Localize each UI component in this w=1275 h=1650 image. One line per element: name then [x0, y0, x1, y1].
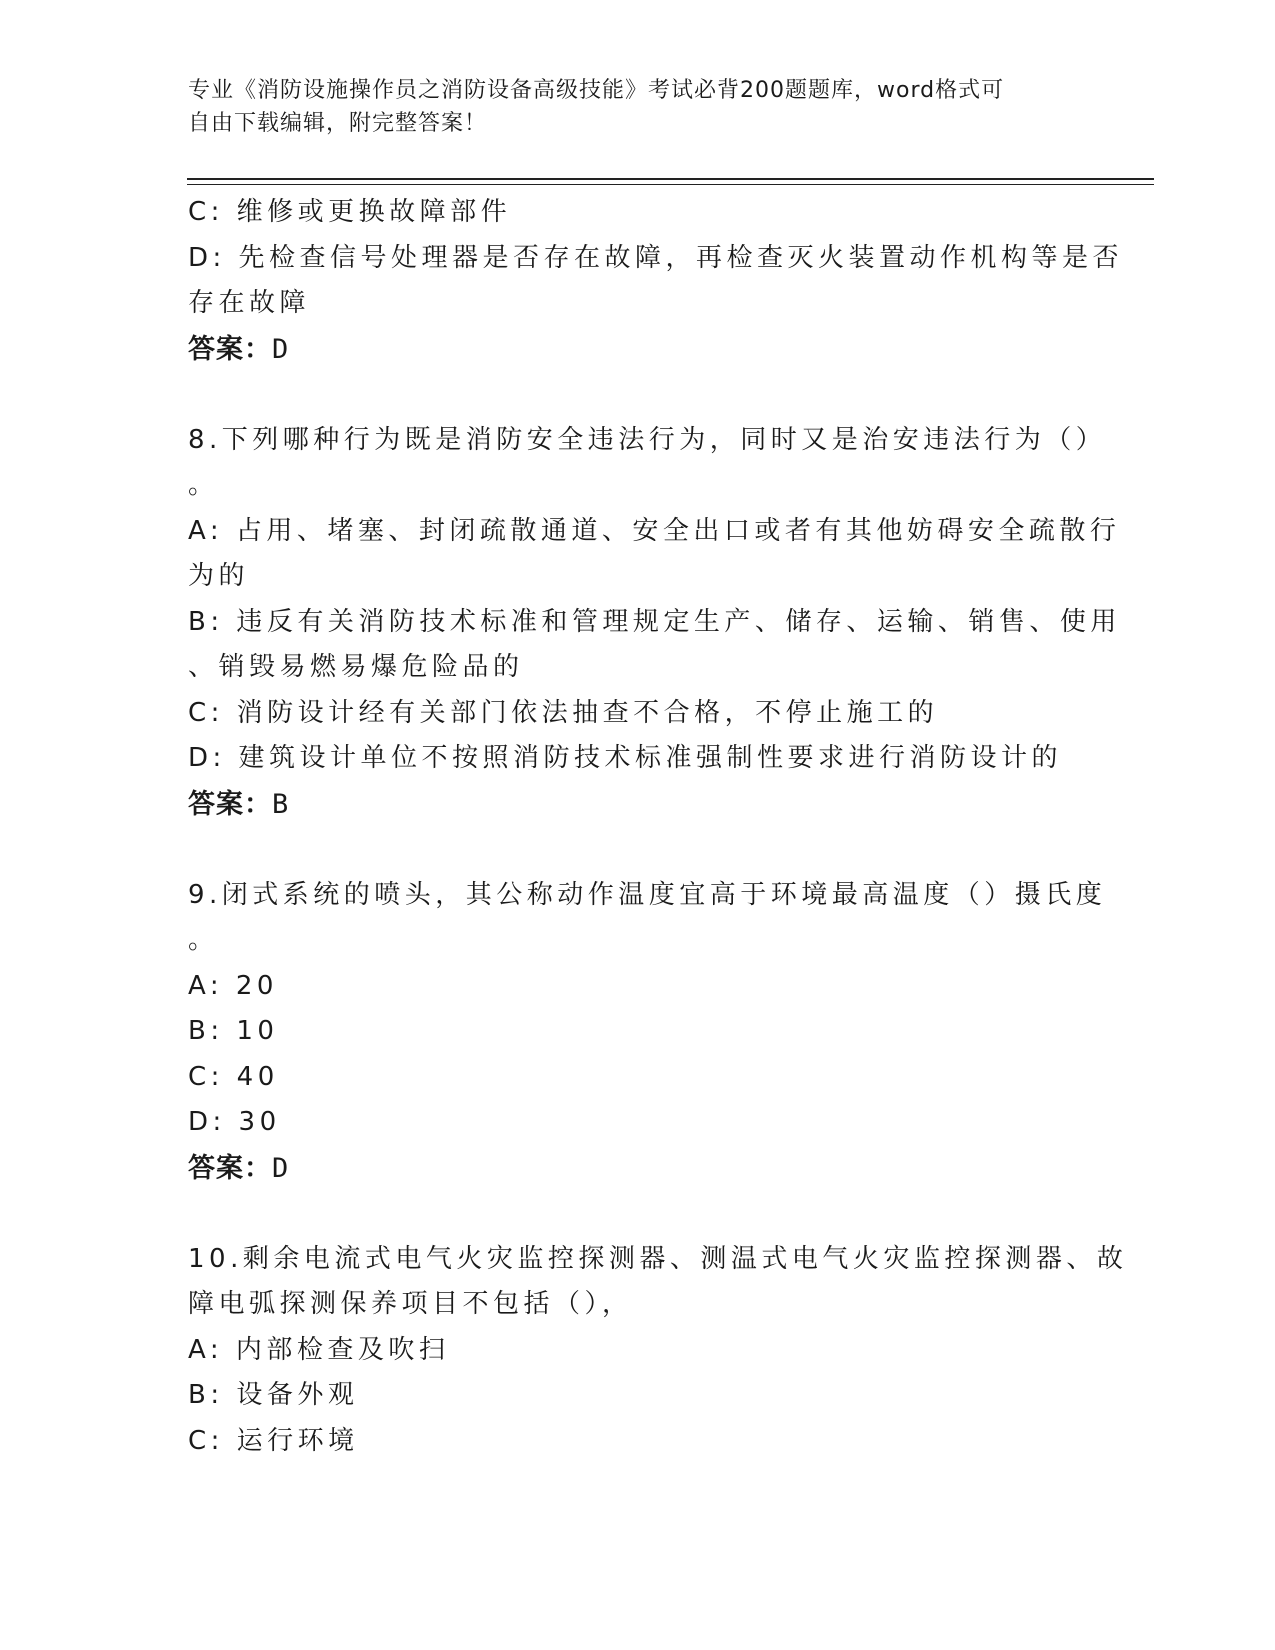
q9-stem-line-2: 。: [188, 925, 219, 955]
q10-stem-line-1: 10.剩余电流式电气火灾监控探测器、测温式电气火灾监控探测器、故: [188, 1243, 1128, 1274]
q9-option-d: D: 30: [188, 1107, 281, 1137]
answer-value: B: [272, 788, 290, 820]
q9-option-b: B: 10: [188, 1016, 279, 1046]
q10-stem-line-2: 障电弧探测保养项目不包括（），: [188, 1289, 633, 1319]
header-rule-thick: [187, 178, 1154, 180]
q8-stem-line-1: 8.下列哪种行为既是消防安全违法行为，同时又是治安违法行为（）: [188, 424, 1107, 455]
q10-option-a: A: 内部检查及吹扫: [188, 1334, 450, 1365]
q8-option-b-line-2: 、销毁易燃易爆危险品的: [188, 652, 524, 682]
document-header: [188, 74, 1068, 140]
q7-option-d-line-2: 存在故障: [188, 288, 311, 318]
q8-option-a-line-1: A: 占用、堵塞、封闭疏散通道、安全出口或者有其他妨碍安全疏散行: [188, 515, 1121, 546]
q10-option-c: C: 运行环境: [188, 1425, 359, 1456]
q10-option-b: B: 设备外观: [188, 1380, 359, 1410]
q8-option-d: D: 建筑设计单位不按照消防技术标准强制性要求进行消防设计的: [188, 743, 1063, 773]
q9-option-a: A: 20: [188, 970, 278, 1001]
question-10: [188, 1237, 1128, 1465]
header-line-2: 自由下载编辑，附完整答案！: [188, 111, 488, 136]
answer-value: D: [272, 1152, 290, 1184]
q8-option-c: C: 消防设计经有关部门依法抽查不合格，不停止施工的: [188, 697, 939, 728]
question-9: [188, 873, 1107, 1192]
q8-answer: [188, 782, 1068, 828]
answer-label: 答案：: [188, 333, 272, 365]
q9-answer: [188, 1146, 1068, 1192]
answer-value: D: [272, 333, 290, 365]
header-rule-thin: [187, 184, 1154, 185]
q7-option-c: C: 维修或更换故障部件: [188, 197, 512, 227]
answer-label: 答案：: [188, 788, 272, 820]
q8-option-b-line-1: B: 违反有关消防技术标准和管理规定生产、储存、运输、销售、使用: [188, 606, 1121, 637]
q7-answer: [188, 327, 1068, 373]
spacer: [188, 827, 1068, 873]
header-line-1: 专业《消防设施操作员之消防设备高级技能》考试必背200题题库，word格式可: [188, 78, 1005, 103]
q9-option-c: C: 40: [188, 1061, 279, 1092]
q7-option-d-line-1: D: 先检查信号处理器是否存在故障，再检查灭火装置动作机构等是否: [188, 242, 1124, 273]
question-8: [188, 418, 1121, 828]
answer-label: 答案：: [188, 1152, 272, 1184]
spacer: [188, 372, 1068, 418]
spacer: [188, 1191, 1068, 1237]
q9-stem-line-1: 9.闭式系统的喷头，其公称动作温度宜高于环境最高温度（）摄氏度: [188, 879, 1107, 910]
q8-stem-line-2: 。: [188, 470, 219, 500]
question-7-tail: [188, 190, 1124, 372]
q8-option-a-line-2: 为的: [188, 561, 250, 591]
question-content: [188, 190, 1128, 1464]
